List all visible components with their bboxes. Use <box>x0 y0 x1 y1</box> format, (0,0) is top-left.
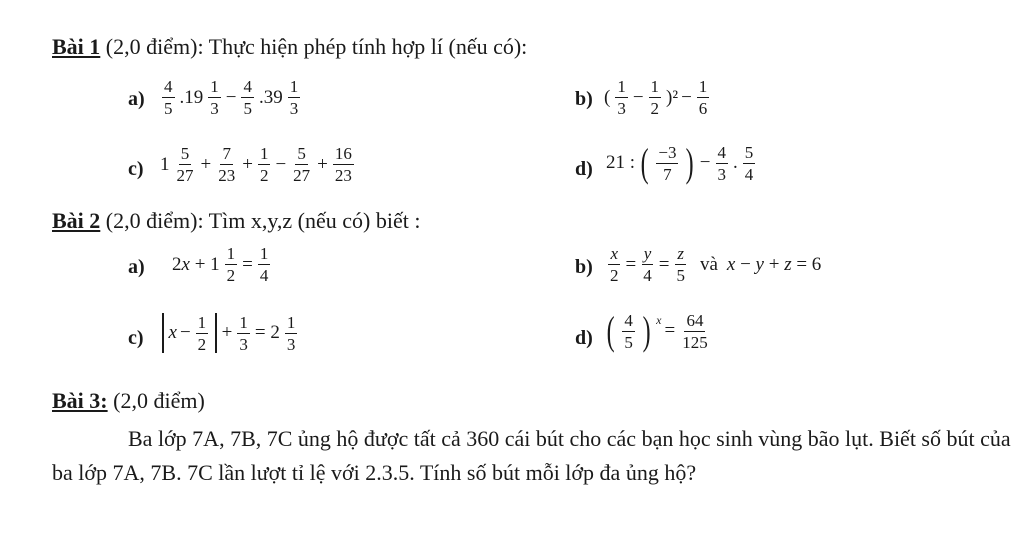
bai1-d-expression: 21 : ( $\frac{-3}{7}$ ) − $\frac{4}{3}$ . $\frac{5}{4}$ <box>606 140 754 185</box>
bai1-a-label: a) <box>128 88 145 110</box>
bai2-b-expression: $\frac{x}{2}$ = $\frac{y}{4}$ = $\frac{z}{5}$ và x − y + z = 6 <box>610 244 822 285</box>
bai2-title: Bài 2 <box>52 208 101 233</box>
bai3-title: Bài 3: <box>52 388 108 413</box>
bai1-c-expression: 1 $\frac{5}{27}$ + $\frac{7}{23}$ + $\frac{1}{2}$ − $\frac{5}{27}$ + $\frac{16}{23}$ <box>160 144 352 185</box>
bai3-heading <box>52 388 205 414</box>
bai1-d-label: d) <box>575 158 593 180</box>
bai2-a-expression: 2x + 1 $\frac{1}{2}$ = $\frac{1}{4}$ <box>172 244 269 285</box>
bai2-d-label: d) <box>575 327 593 349</box>
bai2-b-label: b) <box>575 256 593 278</box>
bai2-heading <box>52 208 420 234</box>
bai1-a-expression: $\frac{4}{5}$ .19 $\frac{1}{3}$ − $\frac{4}{5}$ .39 $\frac{1}{3}$ <box>164 77 299 118</box>
bai1-title: Bài 1 <box>52 34 101 59</box>
bai2-b-connector: và <box>699 253 718 275</box>
bai3-points: (2,0 điểm) <box>107 388 205 413</box>
bai1-points: (2,0 điểm): Thực hiện phép tính hợp lí (nếu có): <box>100 34 528 59</box>
bai2-a-label: a) <box>128 256 145 278</box>
bai1-c-label: c) <box>128 158 144 180</box>
bai1-b-label: b) <box>575 88 593 110</box>
bai1-heading <box>52 34 527 60</box>
bai2-d-expression: ( $\frac{4}{5}$ ) x = $\frac{64}{125}$ <box>606 308 708 353</box>
bai2-c-expression: x − $\frac{1}{2}$ + $\frac{1}{3}$ = 2 $\frac{1}{3}$ <box>160 313 299 353</box>
bai3-problem-text: Ba lớp 7A, 7B, 7C ủng hộ được tất cả 360 cái bút cho các bạn học sinh vùng bão lụt. Biết số bút của ba lớp 7A, 7B. 7C lần lượt tỉ lệ với 2.3.5. Tính số bút mỗi lớp đa ủng hộ? <box>52 426 1011 485</box>
bai1-b-expression: ( $\frac{1}{3}$ − $\frac{1}{2}$ )² − $\frac{1}{6}$ <box>604 77 708 118</box>
bai2-c-label: c) <box>128 327 144 349</box>
bai2-points: (2,0 điểm): Tìm x,y,z (nếu có) biết : <box>100 208 421 233</box>
